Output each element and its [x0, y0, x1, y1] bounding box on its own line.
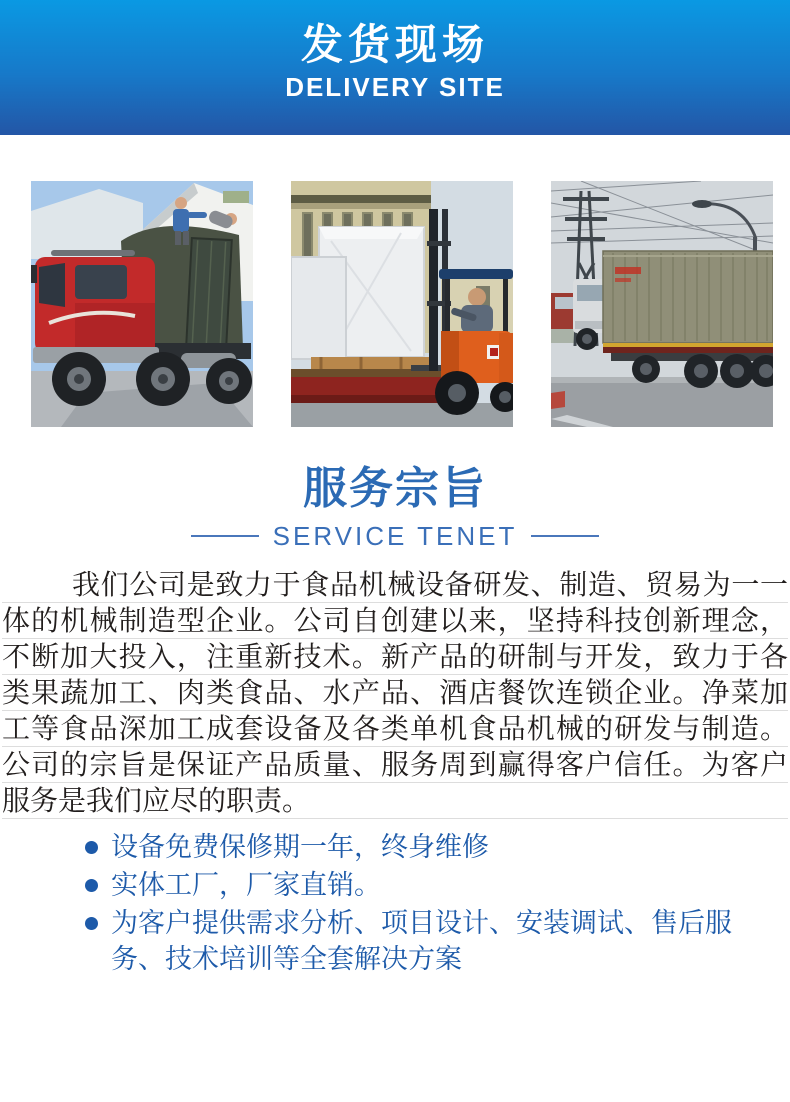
list-item-label: 实体工厂，厂家直销。	[111, 870, 381, 900]
container-truck-road-photo	[551, 181, 773, 427]
paragraph-line: 公司的宗旨是保证产品质量、服务周到赢得客户信任。为客户	[2, 747, 788, 783]
delivery-photo-row	[0, 181, 790, 427]
red-truck-loading-photo	[31, 181, 253, 427]
delivery-site-banner	[0, 0, 790, 135]
list-item-label: 为客户提供需求分析、项目设计、安装调试、售后服务、技术培训等全套解决方案	[111, 908, 732, 974]
service-bullet-list	[0, 829, 790, 977]
service-section-subtitle: SERVICE TENET	[272, 521, 518, 551]
bullet-dot-icon	[85, 841, 98, 854]
paragraph-line: 体的机械制造型企业。公司自创建以来，坚持科技创新理念，	[2, 603, 788, 639]
paragraph-line: 服务是我们应尽的职责。	[2, 783, 788, 819]
paragraph-line: 不断加大投入，注重新技术。新产品的研制与开发，致力于各	[2, 639, 788, 675]
forklift-loading-wrapped-machine-photo	[291, 181, 513, 427]
paragraph-line: 类果蔬加工、肉类食品、水产品、酒店餐饮连锁企业。净菜加	[2, 675, 788, 711]
list-item	[85, 829, 770, 865]
paragraph-line: 我们公司是致力于食品机械设备研发、制造、贸易为一一	[2, 567, 788, 603]
banner-title-zh: 发货现场	[300, 21, 489, 68]
banner-title-en: DELIVERY SITE	[285, 72, 505, 102]
company-intro-paragraph	[0, 567, 790, 819]
service-section-subtitle-row	[0, 523, 790, 549]
subtitle-right-rule	[531, 535, 599, 537]
list-item	[85, 867, 770, 903]
list-item	[85, 905, 770, 977]
paragraph-line: 工等食品深加工成套设备及各类单机食品机械的研发与制造。	[2, 711, 788, 747]
bullet-dot-icon	[85, 917, 98, 930]
subtitle-left-rule	[191, 535, 259, 537]
list-item-label: 设备免费保修期一年，终身维修	[111, 832, 489, 862]
service-section-title: 服务宗旨	[303, 464, 487, 513]
bullet-dot-icon	[85, 879, 98, 892]
